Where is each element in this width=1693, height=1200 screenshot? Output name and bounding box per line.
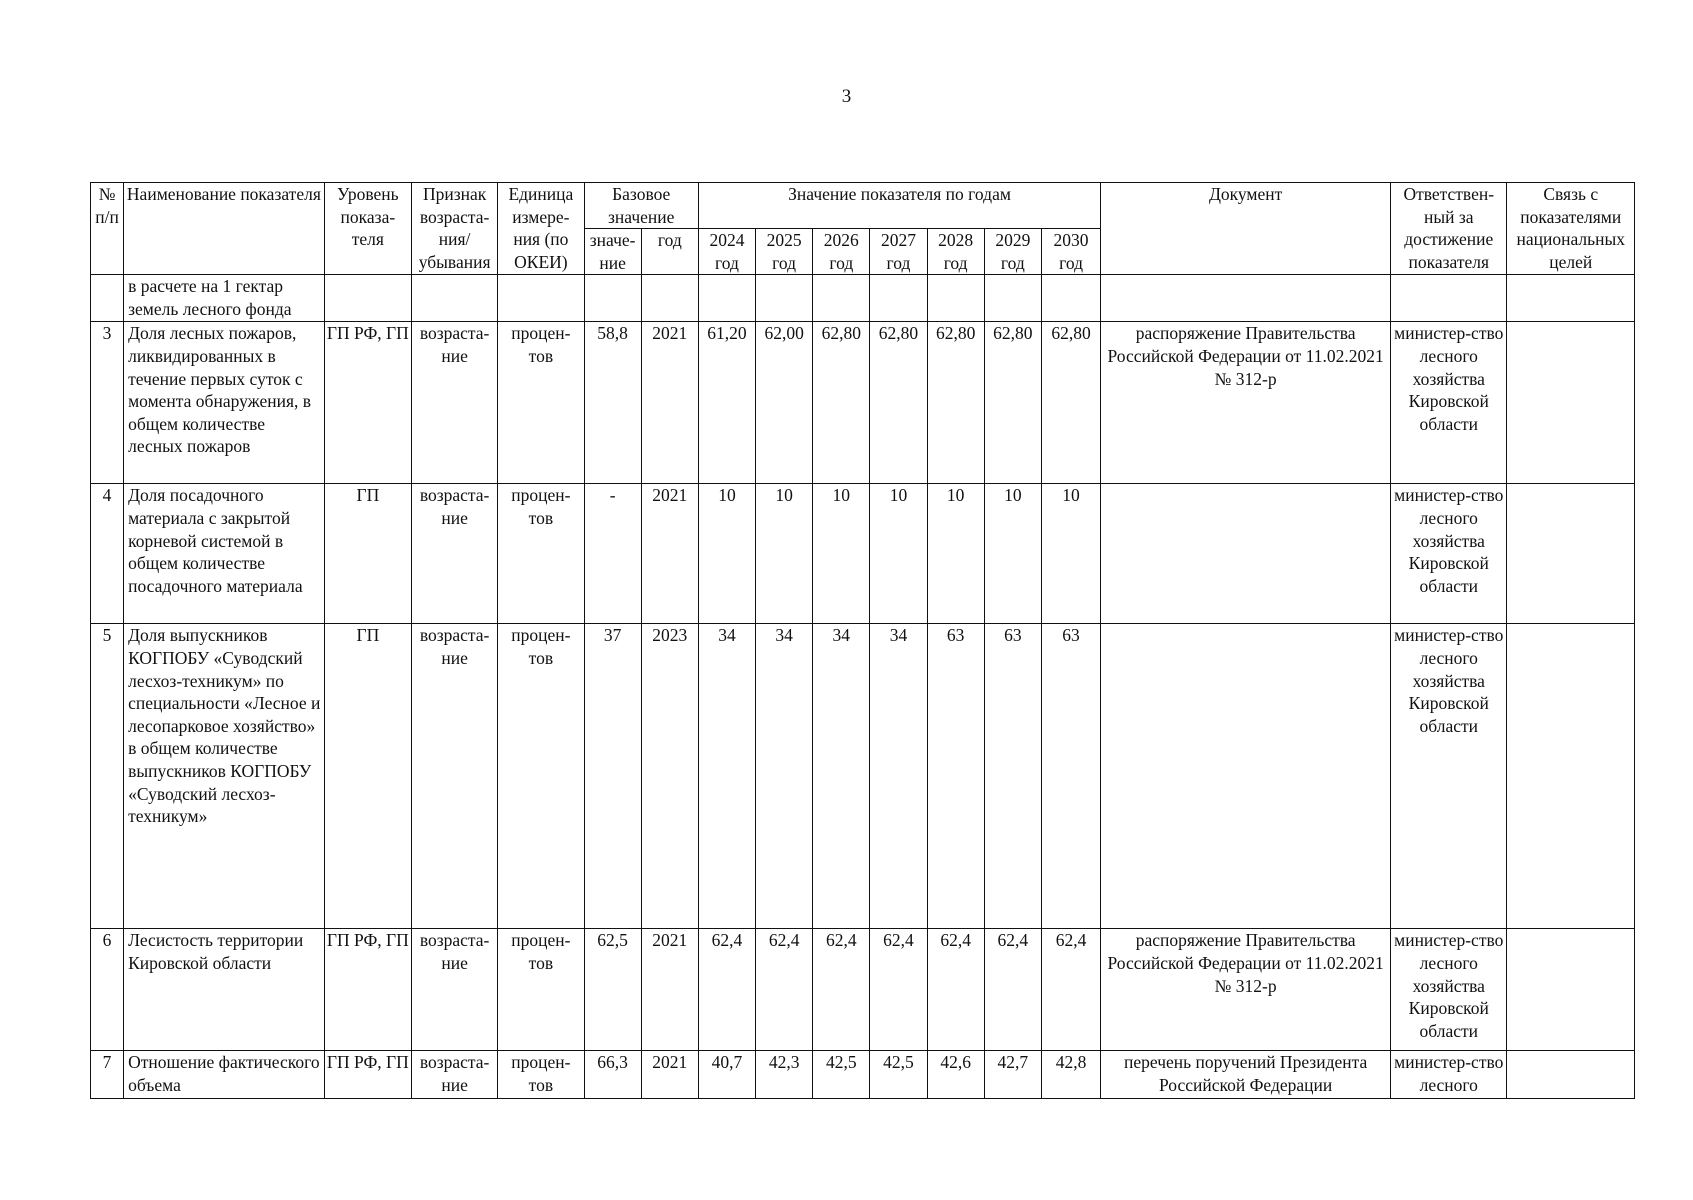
cell-responsible: министер-ство лесного — [1391, 1051, 1507, 1099]
header-name: Наименование показателя — [124, 183, 325, 275]
header-base-year: год — [641, 229, 698, 275]
cell-name: Лесистость территории Кировской области — [124, 929, 325, 1051]
cell-year-value: 63 — [927, 624, 984, 929]
cell-link — [1507, 484, 1635, 624]
cell-base-value: 66,3 — [584, 1051, 641, 1099]
cell-trend: возраста-ние — [411, 929, 497, 1051]
cell-trend: возраста-ние — [411, 484, 497, 624]
cell-trend: возраста-ние — [411, 322, 497, 484]
header-year-2029: 2029 год — [984, 229, 1041, 275]
header-document: Документ — [1101, 183, 1391, 275]
cell-name: в расчете на 1 гектар земель лесного фонда — [124, 275, 325, 322]
header-year-2030: 2030 год — [1041, 229, 1100, 275]
cell-unit: процен-тов — [498, 929, 584, 1051]
cell-base-year: 2021 — [641, 322, 698, 484]
cell-trend: возраста-ние — [411, 624, 497, 929]
cell-link — [1507, 322, 1635, 484]
header-level: Уровень показа-теля — [324, 183, 411, 275]
cell-year-value: 10 — [984, 484, 1041, 624]
cell-name: Доля посадочного материала с закрытой корневой системой в общем количестве посадочного материала — [124, 484, 325, 624]
table-row — [91, 624, 1635, 929]
header-base-value: значе-ние — [584, 229, 641, 275]
cell-num: 3 — [91, 322, 124, 484]
header-year-2026: 2026 год — [813, 229, 870, 275]
cell-level: ГП РФ, ГП — [324, 322, 411, 484]
cell-base-year: 2021 — [641, 929, 698, 1051]
cell-level: ГП РФ, ГП — [324, 929, 411, 1051]
cell-year-value: 62,4 — [984, 929, 1041, 1051]
table-row — [91, 484, 1635, 624]
cell-responsible: министер-ство лесного хозяйства Кировской области — [1391, 929, 1507, 1051]
cell-year-value: 62,4 — [1041, 929, 1100, 1051]
cell-unit: процен-тов — [498, 322, 584, 484]
cell-year-value: 42,5 — [813, 1051, 870, 1099]
cell-year-value: 42,7 — [984, 1051, 1041, 1099]
header-year-2025: 2025 год — [756, 229, 813, 275]
cell-year-value: 10 — [813, 484, 870, 624]
cell-year-value: 63 — [984, 624, 1041, 929]
cell-trend: возраста-ние — [411, 1051, 497, 1099]
cell-link — [1507, 1051, 1635, 1099]
cell-link — [1507, 929, 1635, 1051]
cell-year-value: 62,80 — [870, 322, 927, 484]
cell-document — [1101, 624, 1391, 929]
cell-year-value: 42,5 — [870, 1051, 927, 1099]
cell-year-value: 10 — [698, 484, 755, 624]
cell-year-value: 10 — [1041, 484, 1100, 624]
cell-year-value: 62,80 — [984, 322, 1041, 484]
table-row — [91, 929, 1635, 1051]
cell-year-value: 62,80 — [813, 322, 870, 484]
header-responsible: Ответствен-ный за достижение показателя — [1391, 183, 1507, 275]
cell-year-value: 62,4 — [813, 929, 870, 1051]
indicators-body — [91, 275, 1635, 1099]
cell-year-value: 42,3 — [756, 1051, 813, 1099]
cell-responsible: министер-ство лесного хозяйства Кировской области — [1391, 484, 1507, 624]
cell-year-value: 10 — [870, 484, 927, 624]
cell-document — [1101, 484, 1391, 624]
cell-level: ГП — [324, 484, 411, 624]
cell-year-value: 63 — [1041, 624, 1100, 929]
cell-num: 5 — [91, 624, 124, 929]
cell-num: 7 — [91, 1051, 124, 1099]
cell-year-value: 34 — [756, 624, 813, 929]
cell-year-value: 62,4 — [756, 929, 813, 1051]
header-by-years: Значение показателя по годам — [698, 183, 1100, 229]
cell-base-value: - — [584, 484, 641, 624]
cell-num: 4 — [91, 484, 124, 624]
cell-responsible: министер-ство лесного хозяйства Кировской области — [1391, 624, 1507, 929]
indicators-table — [90, 182, 1635, 1099]
cell-base-year: 2021 — [641, 484, 698, 624]
header-year-2028: 2028 год — [927, 229, 984, 275]
cell-year-value: 62,80 — [927, 322, 984, 484]
cell-year-value: 62,00 — [756, 322, 813, 484]
cell-base-value: 58,8 — [584, 322, 641, 484]
cell-num — [91, 275, 124, 322]
cell-year-value: 62,4 — [927, 929, 984, 1051]
cell-year-value: 61,20 — [698, 322, 755, 484]
cell-year-value: 42,6 — [927, 1051, 984, 1099]
cell-base-year: 2023 — [641, 624, 698, 929]
cell-year-value: 42,8 — [1041, 1051, 1100, 1099]
cell-year-value: 34 — [698, 624, 755, 929]
cell-year-value: 34 — [870, 624, 927, 929]
cell-document: перечень поручений Президента Российской Федерации — [1101, 1051, 1391, 1099]
cell-year-value: 10 — [756, 484, 813, 624]
header-num: № п/п — [91, 183, 124, 275]
cell-name: Отношение фактического объема — [124, 1051, 325, 1099]
cell-year-value: 62,4 — [698, 929, 755, 1051]
cell-year-value: 62,4 — [870, 929, 927, 1051]
header-year-2027: 2027 год — [870, 229, 927, 275]
cell-year-value: 40,7 — [698, 1051, 755, 1099]
cell-level: ГП РФ, ГП — [324, 1051, 411, 1099]
header-link: Связь с показателями национальных целей — [1507, 183, 1635, 275]
continuation-row — [91, 275, 1635, 322]
cell-name: Доля выпускников КОГПОБУ «Суводский лесхоз-техникум» по специальности «Лесное и лесопарковое хозяйство» в общем количестве выпускников КОГПОБУ «Суводский лесхоз-техникум» — [124, 624, 325, 929]
table-row — [91, 322, 1635, 484]
table-row — [91, 1051, 1635, 1099]
cell-year-value: 10 — [927, 484, 984, 624]
cell-base-value: 37 — [584, 624, 641, 929]
cell-unit: процен-тов — [498, 484, 584, 624]
cell-year-value: 34 — [813, 624, 870, 929]
cell-base-year: 2021 — [641, 1051, 698, 1099]
cell-document: распоряжение Правительства Российской Федерации от 11.02.2021 № 312-р — [1101, 322, 1391, 484]
cell-link — [1507, 624, 1635, 929]
cell-level: ГП — [324, 624, 411, 929]
page-number: 3 — [841, 86, 852, 107]
header-base: Базовое значение — [584, 183, 698, 229]
header-unit: Единица измере-ния (по ОКЕИ) — [498, 183, 584, 275]
cell-document: распоряжение Правительства Российской Федерации от 11.02.2021 № 312-р — [1101, 929, 1391, 1051]
cell-unit: процен-тов — [498, 624, 584, 929]
cell-responsible: министер-ство лесного хозяйства Кировской области — [1391, 322, 1507, 484]
cell-name: Доля лесных пожаров, ликвидированных в течение первых суток с момента обнаружения, в общем количестве лесных пожаров — [124, 322, 325, 484]
cell-year-value: 62,80 — [1041, 322, 1100, 484]
header-year-2024: 2024 год — [698, 229, 755, 275]
cell-unit: процен-тов — [498, 1051, 584, 1099]
cell-base-value: 62,5 — [584, 929, 641, 1051]
cell-num: 6 — [91, 929, 124, 1051]
header-trend: Признак возраста-ния/ убывания — [411, 183, 497, 275]
